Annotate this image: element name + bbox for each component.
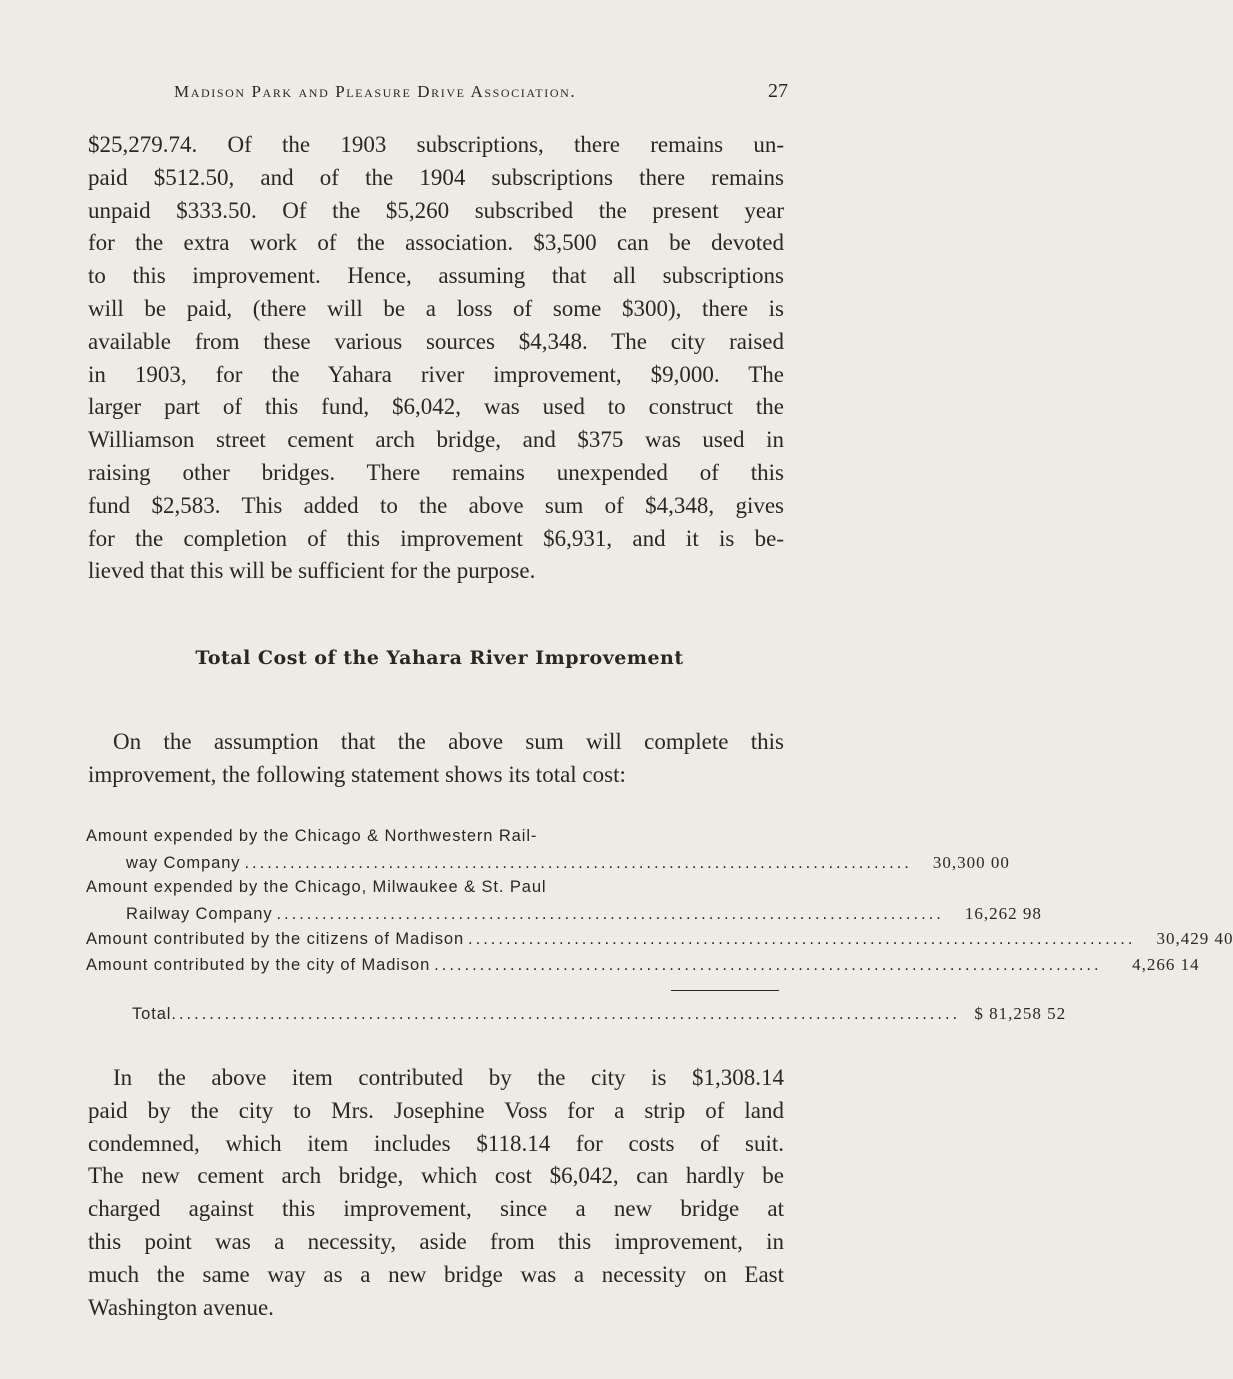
dot-leader: ........................................................................................ (276, 904, 944, 923)
text-line: for the extra work of the association. $3,500 can be devoted (88, 230, 784, 256)
statement-item-label: Amount expended by the Chicago, Milwaukee & St. Paul (86, 878, 547, 897)
text-line: available from these various sources $4,348. The city raised (88, 328, 784, 354)
text-line: In the above item contributed by the city is $1,308.14 (113, 1065, 784, 1090)
statement-item-label: Amount contributed by the city of Madison (86, 955, 431, 974)
text-line: much the same way as a new bridge was a necessity on East (88, 1261, 784, 1287)
text-line: Williamson street cement arch bridge, and $375 was used in (88, 427, 784, 453)
text-line: The new cement arch bridge, which cost $6,042, can hardly be (88, 1163, 784, 1189)
statement-amount: 16,262 98 (964, 903, 1042, 923)
statement-amount: 4,266 14 (1132, 954, 1200, 974)
dot-leader: ........................................................................................ (244, 853, 912, 872)
text-line: paid by the city to Mrs. Josephine Voss for a strip of land (88, 1097, 784, 1123)
statement-item-label: Amount contributed by the citizens of Madison (86, 930, 465, 949)
text-line: for the completion of this improvement $6,931, and it is be- (88, 525, 784, 551)
statement-item-label: way Company (126, 853, 241, 872)
statement-total (132, 1001, 1067, 1027)
statement-item-label: Railway Company (126, 904, 273, 923)
text-line: $25,279.74. Of the 1903 subscriptions, there remains un- (88, 132, 784, 157)
text-line: improvement, the following statement shows its total cost: (88, 761, 626, 787)
statement-item-label: Amount expended by the Chicago & Northwestern Rail- (86, 827, 538, 845)
statement-amount: 30,300 00 (932, 852, 1010, 872)
running-header-title: Madison Park and Pleasure Drive Association. (174, 82, 577, 101)
statement-line (86, 952, 1200, 978)
text-line: to this improvement. Hence, assuming that all subscriptions (88, 263, 784, 289)
paragraph-assumption (88, 726, 784, 792)
dot-leader: ........................................................................................................ (171, 1005, 961, 1023)
running-header (88, 82, 788, 108)
statement-line (86, 901, 1042, 927)
text-line: Washington avenue. (88, 1294, 274, 1320)
dot-leader: ........................................................................................ (434, 955, 1102, 974)
text-line: charged against this improvement, since a new bridge at (88, 1196, 784, 1222)
sum-rule (671, 990, 779, 991)
cost-statement (86, 824, 1233, 978)
statement-line (86, 824, 786, 850)
statement-amount: 30,429 40 (1156, 929, 1233, 949)
text-line: in 1903, for the Yahara river improvement, $9,000. The (88, 361, 784, 387)
paragraph-funds (88, 129, 784, 588)
statement-line (86, 875, 786, 901)
total-label: Total (132, 1005, 172, 1023)
text-line: raising other bridges. There remains unexpended of this (88, 459, 784, 485)
text-line: this point was a necessity, aside from this improvement, in (88, 1228, 784, 1254)
text-line: paid $512.50, and of the 1904 subscriptions there remains (88, 164, 784, 190)
total-amount: $ 81,258 52 (974, 1004, 1067, 1023)
paragraph-city-contribution (88, 1062, 784, 1324)
text-line: will be paid, (there will be a loss of some $300), there is (88, 295, 784, 321)
statement-line (86, 926, 1233, 952)
text-line: On the assumption that the above sum will complete this (113, 729, 784, 754)
text-line: condemned, which item includes $118.14 for costs of suit. (88, 1130, 784, 1156)
section-heading: Total Cost of the Yahara River Improvement (195, 647, 684, 669)
page-number: 27 (768, 80, 788, 102)
statement-line (86, 850, 1010, 876)
text-line: fund $2,583. This added to the above sum of $4,348, gives (88, 492, 784, 518)
text-line: lieved that this will be sufficient for the purpose. (88, 558, 536, 584)
text-line: unpaid $333.50. Of the $5,260 subscribed the present year (88, 197, 784, 223)
dot-leader: ........................................................................................ (468, 930, 1136, 949)
text-line: larger part of this fund, $6,042, was used to construct the (88, 394, 784, 420)
